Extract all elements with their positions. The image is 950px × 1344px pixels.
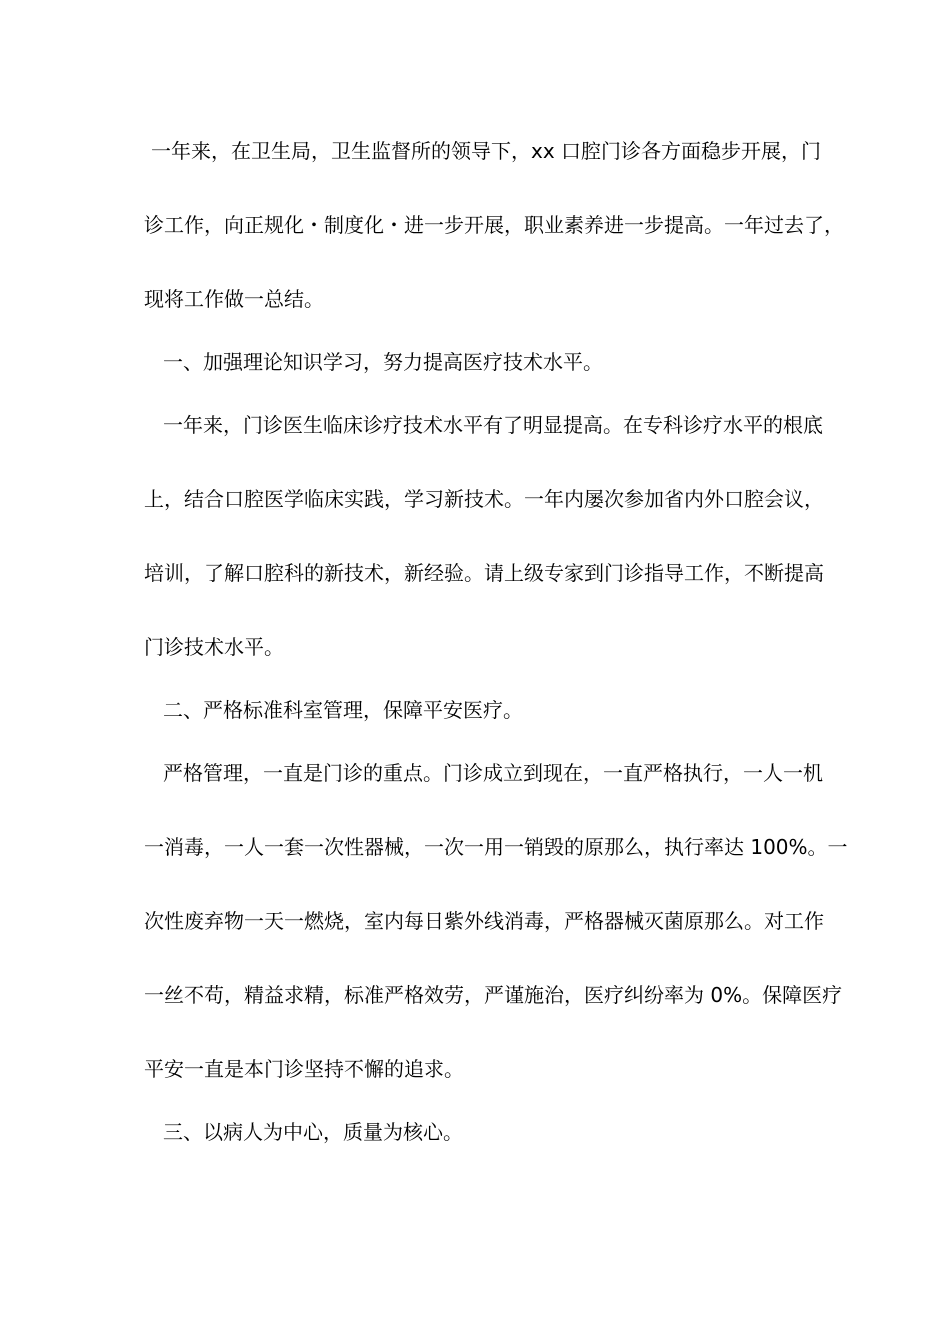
paragraph-intro-line-1: 一年来，在卫生局，卫生监督所的领导下，xx 口腔门诊各方面稳步开展，门 bbox=[151, 139, 822, 163]
paragraph-1-line-4: 门诊技术水平。 bbox=[144, 635, 284, 659]
section-heading-3: 三、以病人为中心，质量为核心。 bbox=[163, 1120, 463, 1144]
paragraph-1-line-3: 培训，了解口腔科的新技术，新经验。请上级专家到门诊指导工作，不断提高 bbox=[144, 561, 824, 585]
paragraph-2-line-4: 一丝不苟，精益求精，标准严格效劳，严谨施治，医疗纠纷率为 0%。保障医疗 bbox=[144, 983, 843, 1007]
paragraph-1-line-2: 上，结合口腔医学临床实践，学习新技术。一年内屡次参加省内外口腔会议， bbox=[144, 487, 824, 511]
paragraph-2-line-5: 平安一直是本门诊坚持不懈的追求。 bbox=[144, 1057, 464, 1081]
section-heading-1: 一、加强理论知识学习，努力提高医疗技术水平。 bbox=[163, 350, 603, 374]
paragraph-2-line-2: 一消毒，一人一套一次性器械，一次一用一销毁的原那么，执行率达 100%。一 bbox=[144, 835, 848, 859]
section-heading-2: 二、严格标准科室管理，保障平安医疗。 bbox=[163, 698, 523, 722]
paragraph-intro-line-3: 现将工作做一总结。 bbox=[144, 287, 324, 311]
paragraph-2-line-1: 严格管理，一直是门诊的重点。门诊成立到现在，一直严格执行，一人一机 bbox=[163, 761, 823, 785]
paragraph-intro-line-2: 诊工作，向正规化・制度化・进一步开展，职业素养进一步提高。一年过去了， bbox=[144, 213, 844, 237]
paragraph-2-line-3: 次性废弃物一天一燃烧，室内每日紫外线消毒，严格器械灭菌原那么。对工作 bbox=[144, 909, 824, 933]
paragraph-1-line-1: 一年来，门诊医生临床诊疗技术水平有了明显提高。在专科诊疗水平的根底 bbox=[163, 413, 823, 437]
